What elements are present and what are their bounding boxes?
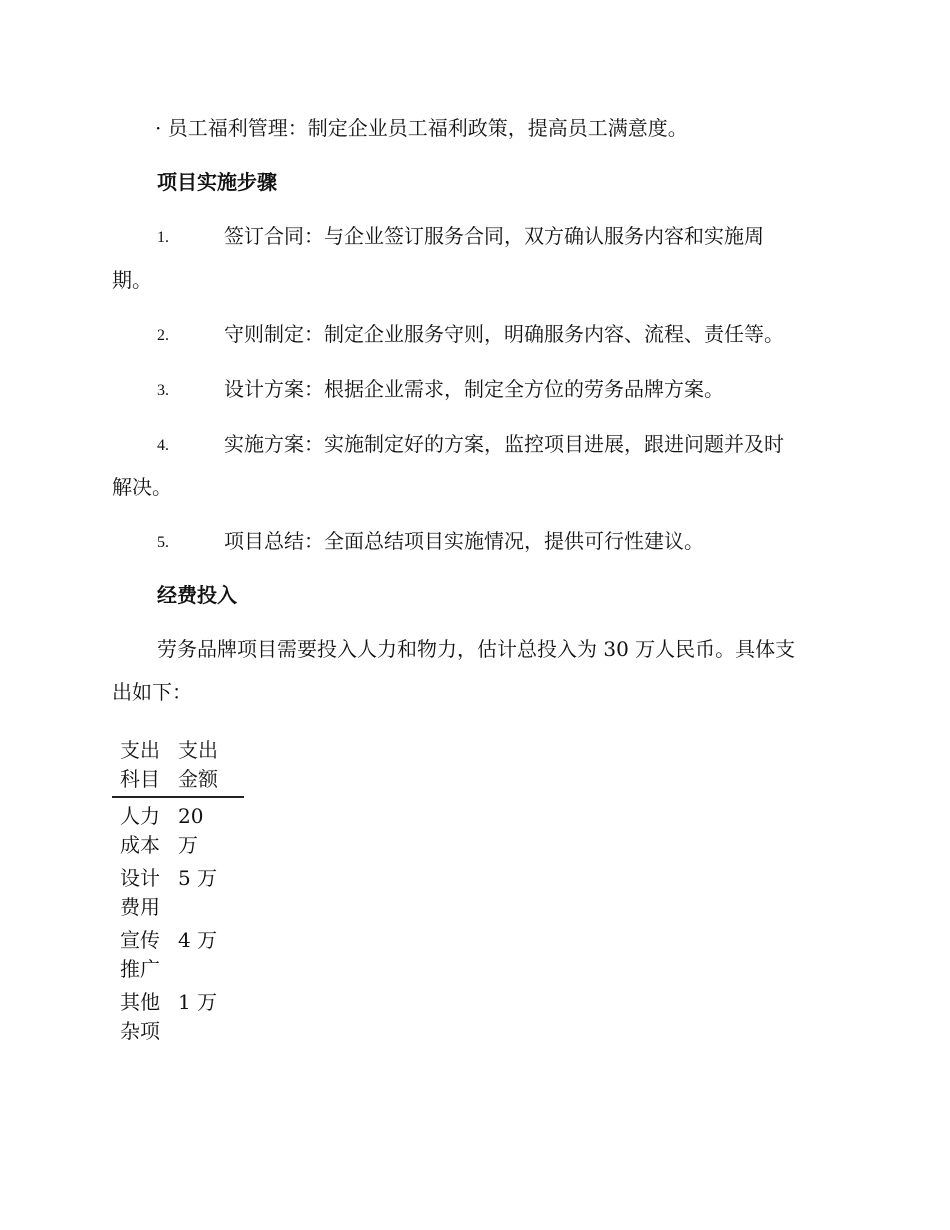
table-cell-amount: 5 万 [178, 866, 218, 890]
table-row [112, 864, 244, 922]
table-row [112, 988, 244, 1046]
step-text: 项目总结：全面总结项目实施情况，提供可行性建议。 [224, 529, 704, 553]
table-row [112, 926, 244, 984]
table-cell-amount: 4 万 [178, 928, 218, 952]
table-header-row [112, 736, 244, 798]
benefits-bullet: · 员工福利管理：制定企业员工福利政策，提高员工满意度。 [155, 116, 688, 140]
table-cell-item: 宣传推广 [120, 928, 160, 981]
budget-paragraph-line: 劳务品牌项目需要投入人力和物力，估计总投入为 30 万人民币。具体支 [157, 637, 796, 661]
table-header-cell: 支出科目 [120, 738, 160, 791]
step-text: 守则制定：制定企业服务守则，明确服务内容、流程、责任等。 [224, 322, 784, 346]
step-number: 2. [157, 327, 169, 344]
step-number: 1. [157, 229, 169, 246]
step-number: 5. [157, 534, 169, 551]
table-cell-item: 人力成本 [120, 804, 160, 857]
step-text: 实施方案：实施制定好的方案，监控项目进展，跟进问题并及时 [224, 432, 784, 456]
steps-heading: 项目实施步骤 [157, 170, 277, 194]
budget-paragraph-line: 出如下： [112, 680, 192, 704]
step-text-continuation: 解决。 [112, 475, 172, 499]
step-text: 签订合同：与企业签订服务合同，双方确认服务内容和实施周 [224, 224, 764, 248]
step-number: 3. [157, 382, 169, 399]
table-cell-item: 设计费用 [120, 866, 160, 919]
budget-heading: 经费投入 [157, 583, 237, 607]
table-cell-amount: 20 万 [178, 804, 204, 857]
step-text-continuation: 期。 [112, 268, 152, 292]
table-header-cell: 支出金额 [178, 738, 218, 791]
step-number: 4. [157, 437, 169, 454]
budget-table [112, 736, 244, 1046]
table-cell-amount: 1 万 [178, 990, 218, 1014]
step-text: 设计方案：根据企业需求，制定全方位的劳务品牌方案。 [224, 377, 724, 401]
table-row [112, 802, 244, 860]
table-cell-item: 其他杂项 [120, 990, 160, 1043]
